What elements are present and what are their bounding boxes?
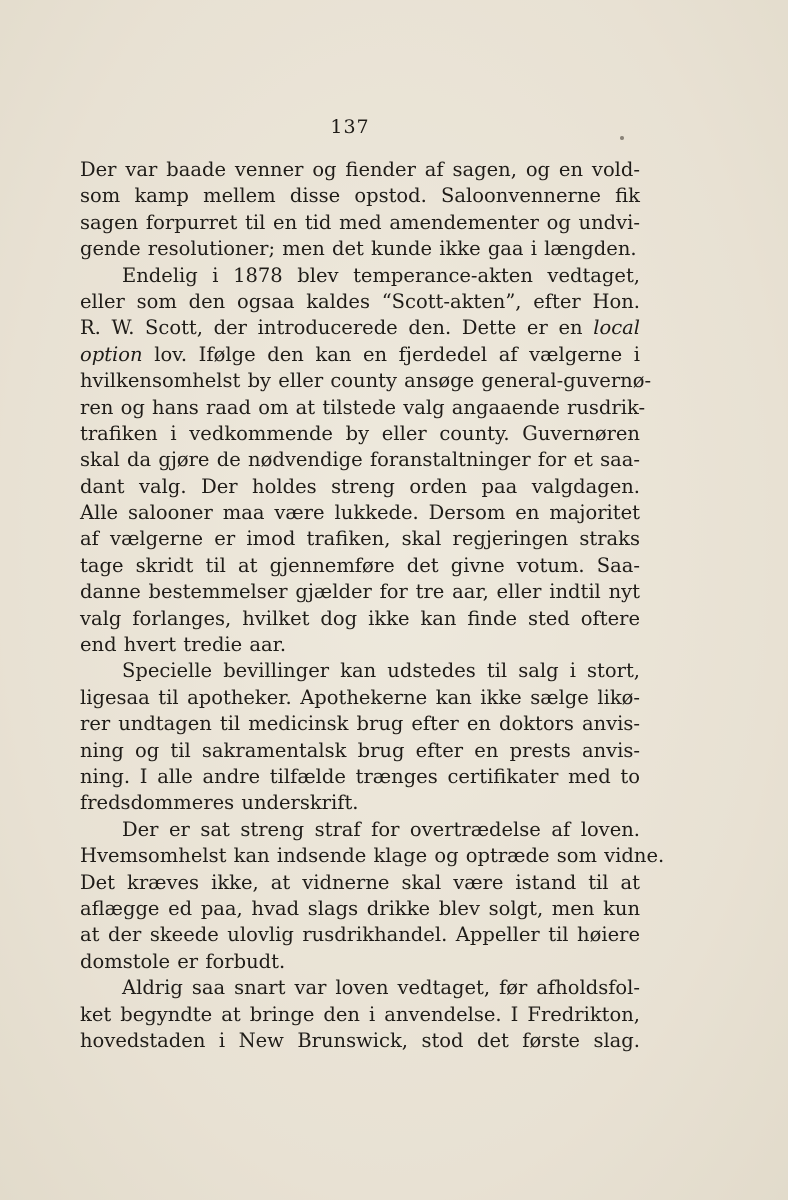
text-span: R. W. Scott, der introducerede den. Dette er en xyxy=(80,316,594,340)
text-line: ren og hans raad om at tilstede valg angaaende rusdrik- xyxy=(80,395,646,419)
text-line: at der skeede ulovlig rusdrikhandel. Appeller til høiere xyxy=(80,923,640,947)
text-line: Aldrig saa snart var loven vedtaget, før afholdsfol- xyxy=(122,976,640,1000)
page-number: 137 xyxy=(330,116,370,138)
text-line: skal da gjøre de nødvendige foranstaltninger for et saa- xyxy=(80,448,640,472)
text-line: trafiken i vedkommende by eller county. Guvernøren xyxy=(80,421,640,445)
text-span: lov. Ifølge den kan en fjerdedel af vælgerne i xyxy=(142,342,640,366)
text-line: Hvemsomhelst kan indsende klage og optræde som vidne. xyxy=(80,844,665,868)
text-line xyxy=(80,342,640,368)
text-line: domstole er forbudt. xyxy=(80,949,286,973)
text-line: dant valg. Der holdes streng orden paa valgdagen. xyxy=(80,474,640,498)
text-line: tage skridt til at gjennemføre det givne votum. Saa- xyxy=(80,553,640,577)
text-line: hovedstaden i New Brunswick, stod det første slag. xyxy=(80,1028,640,1052)
text-line: ligesaa til apotheker. Apothekerne kan ikke sælge likø- xyxy=(80,685,640,709)
text-line: Det kræves ikke, at vidnerne skal være istand til at xyxy=(80,870,640,894)
text-line: valg forlanges, hvilket dog ikke kan finde sted oftere xyxy=(80,606,640,630)
text-line: end hvert tredie aar. xyxy=(80,633,287,657)
text-line: Der var baade venner og fiender af sagen, og en vold- xyxy=(80,158,640,181)
text-line: sagen forpurret til en tid med amendementer og undvi- xyxy=(80,210,640,234)
italic-word: option xyxy=(80,342,143,366)
print-speck xyxy=(620,136,624,140)
text-line: som kamp mellem disse opstod. Saloonvennerne fik xyxy=(80,184,640,208)
text-line: rer undtagen til medicinsk brug efter en doktors anvis- xyxy=(80,712,640,736)
text-line: ning. I alle andre tilfælde trænges certifikater med to xyxy=(80,764,640,788)
text-line xyxy=(80,315,640,341)
body-text xyxy=(80,157,665,1054)
text-line: af vælgerne er imod trafiken, skal regjeringen straks xyxy=(80,527,640,551)
italic-word: local xyxy=(593,316,640,340)
text-line: gende resolutioner; men det kunde ikke gaa i længden. xyxy=(80,237,637,261)
text-line: fredsdommeres underskrift. xyxy=(80,791,359,815)
text-line: hvilkensomhelst by eller county ansøge general-guvernø- xyxy=(80,369,652,393)
text-line: Alle salooner maa være lukkede. Dersom en majoritet xyxy=(80,501,640,525)
text-line: ning og til sakramentalsk brug efter en prests anvis- xyxy=(80,738,640,762)
text-line: Der er sat streng straf for overtrædelse af loven. xyxy=(122,817,640,841)
text-line: danne bestemmelser gjælder for tre aar, eller indtil nyt xyxy=(80,580,640,604)
text-line: ket begyndte at bringe den i anvendelse. I Fredrikton, xyxy=(80,1002,640,1026)
text-line: Specielle bevillinger kan udstedes til salg i stort, xyxy=(122,659,640,683)
text-line: Endelig i 1878 blev temperance-akten vedtaget, xyxy=(122,263,640,287)
text-line: eller som den ogsaa kaldes “Scott-akten”, efter Hon. xyxy=(80,289,640,313)
text-line: aflægge ed paa, hvad slags drikke blev solgt, men kun xyxy=(80,896,640,920)
